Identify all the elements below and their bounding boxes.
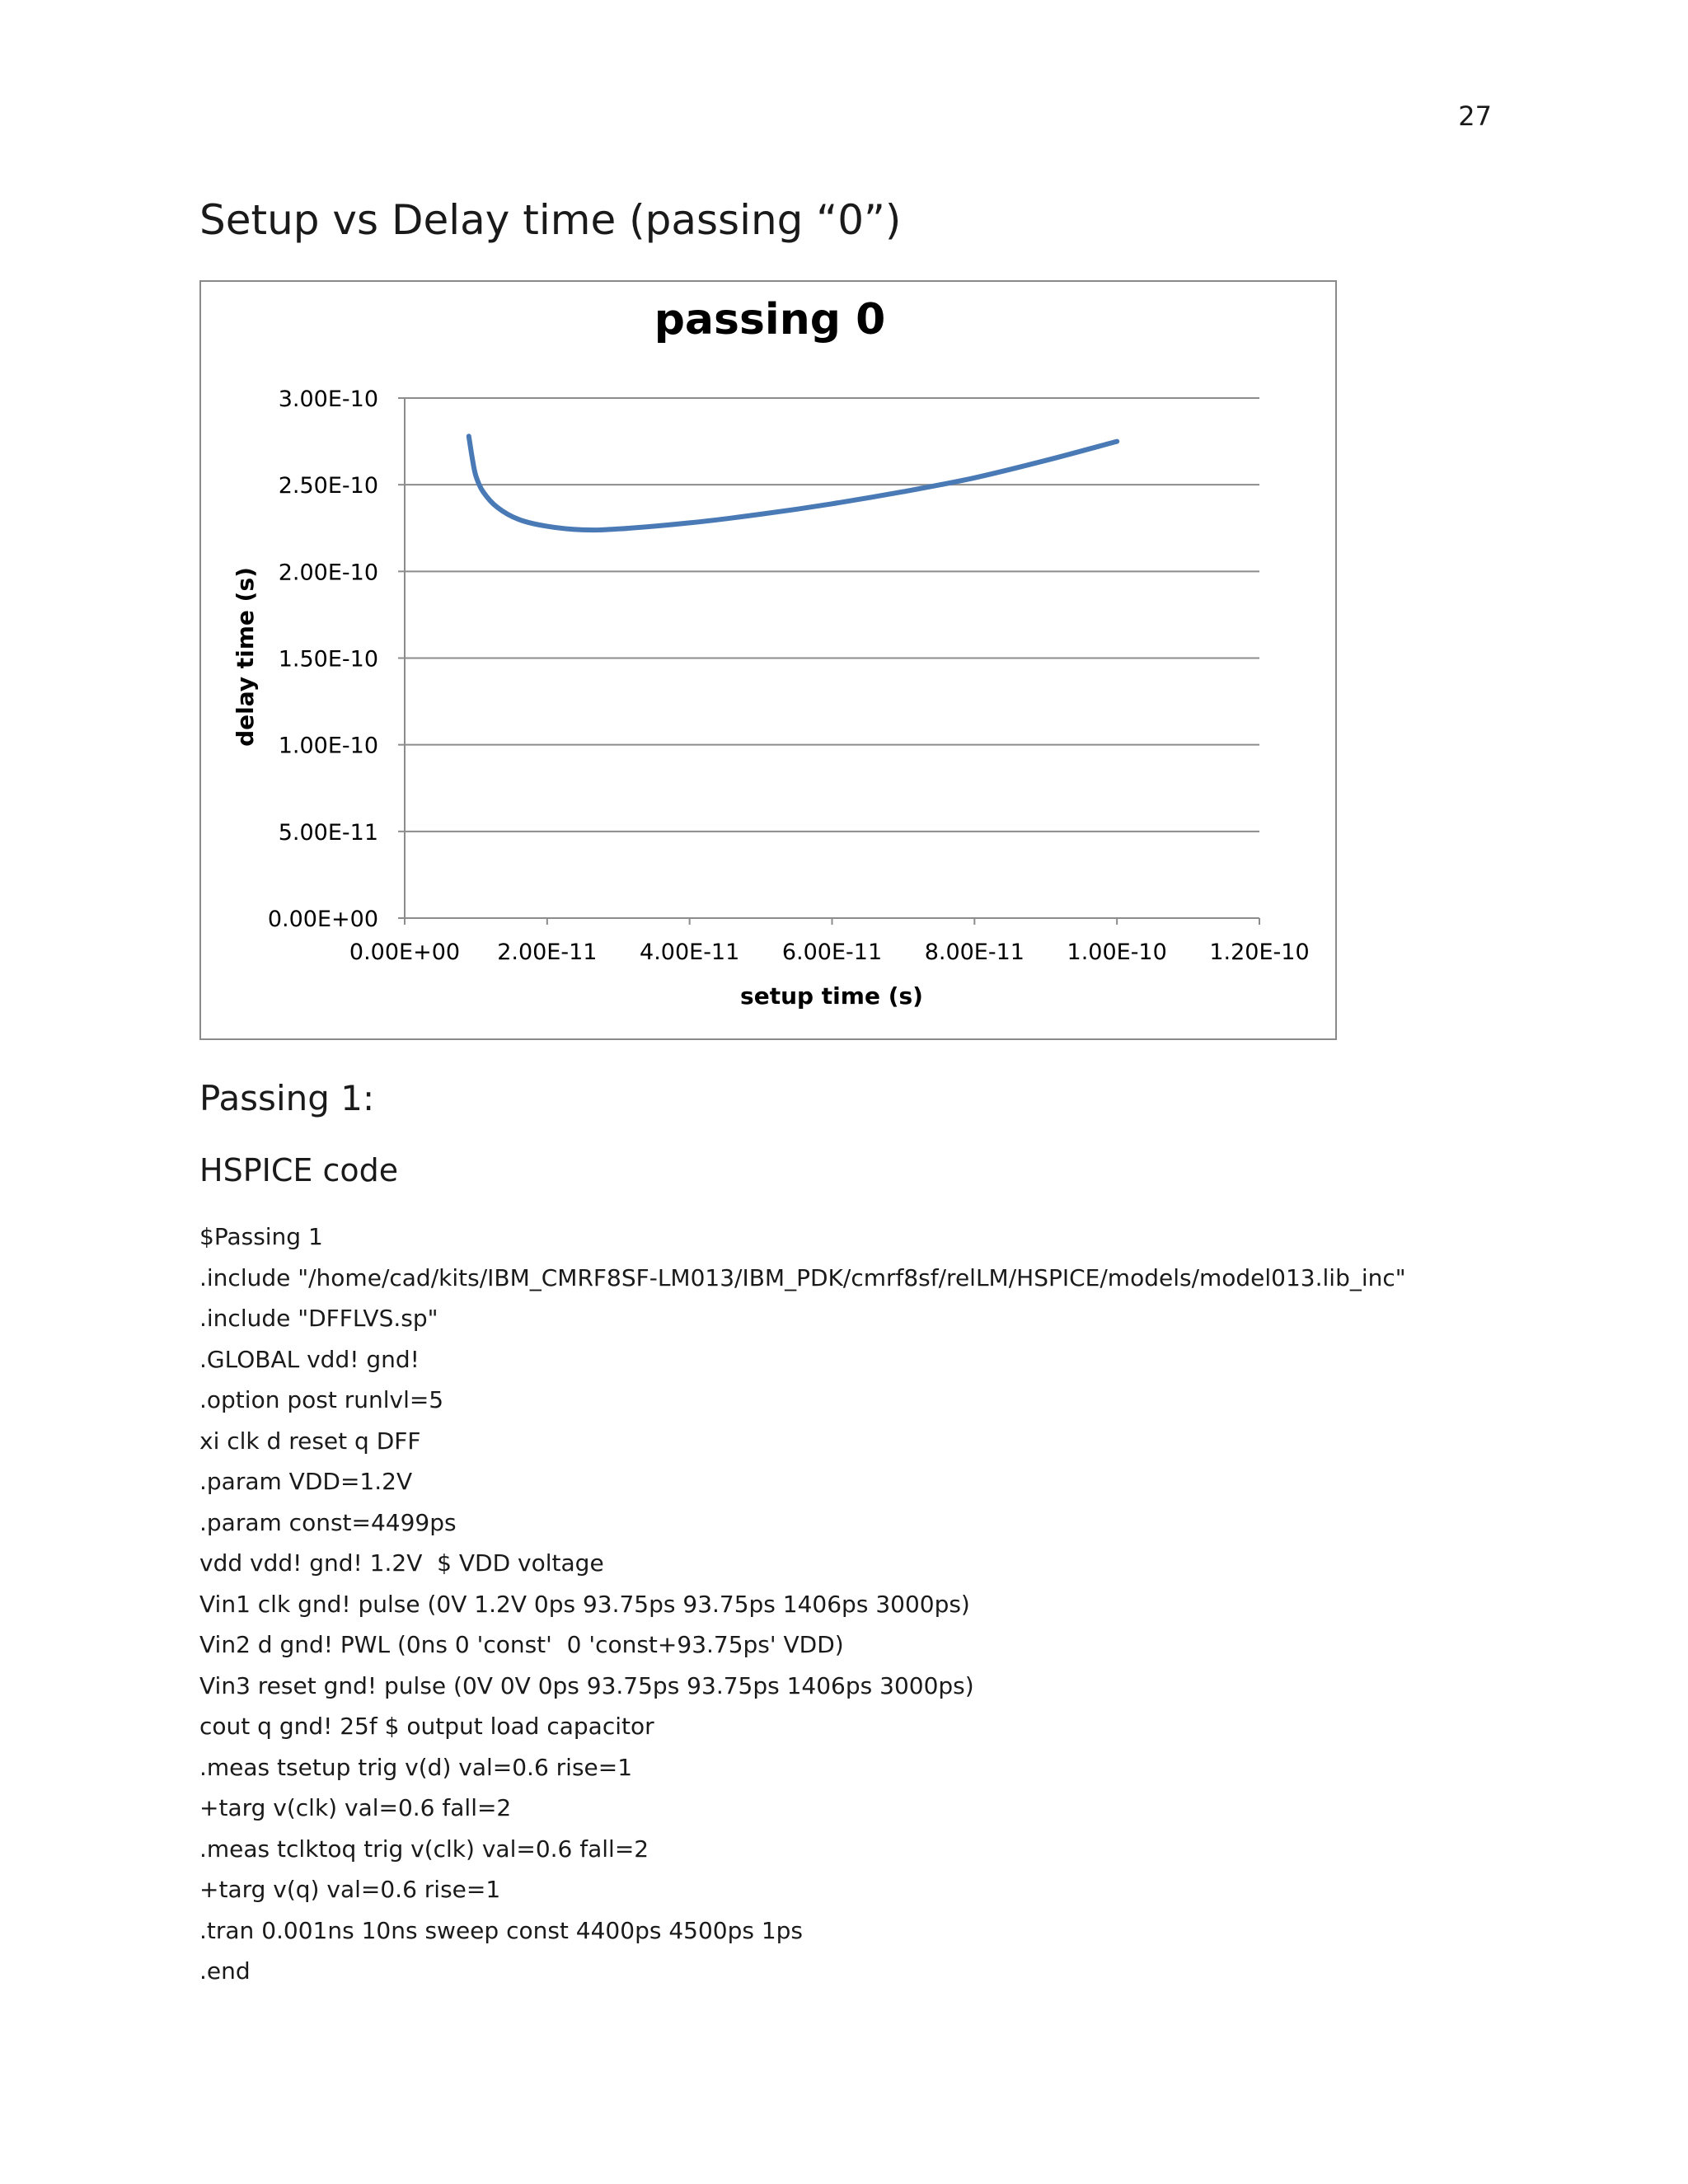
y-tick-label: 1.50E-10 [278,646,378,673]
y-tick-label: 5.00E-11 [278,819,378,846]
code-line: .meas tsetup trig v(d) val=0.6 rise=1 [199,1753,633,1781]
code-line: .tran 0.001ns 10ns sweep const 4400ps 4500ps 1ps [199,1916,804,1944]
code-line: Vin1 clk gnd! pulse (0V 1.2V 0ps 93.75ps 93.75ps 1406ps 3000ps) [199,1590,970,1618]
x-tick-label: 6.00E-11 [781,940,883,965]
code-line: .GLOBAL vdd! gnd! [199,1345,420,1373]
x-tick-label: 4.00E-11 [640,940,740,965]
series-layer [469,436,1117,530]
x-tick-label: 1.20E-10 [1209,940,1310,965]
code-line: .option post runlvl=5 [199,1386,444,1413]
chart-container [199,280,1337,1040]
code-heading: HSPICE code [199,1152,399,1188]
y-tick-label: 1.00E-10 [278,733,378,759]
y-axis-title: delay time (s) [232,567,259,747]
tick-labels [268,387,1310,965]
code-line: xi clk d reset q DFF [199,1427,421,1455]
x-tick-label: 2.00E-11 [497,940,598,965]
code-line: .include "DFFLVS.sp" [199,1305,438,1332]
x-axis-title: setup time (s) [740,982,923,1010]
axes [398,398,1259,925]
code-line: .param VDD=1.2V [199,1468,413,1495]
line-chart [201,282,1335,1038]
x-tick-label: 8.00E-11 [924,940,1025,965]
gridlines [405,398,1259,832]
y-tick-label: 3.00E-10 [278,387,378,412]
code-line: .end [199,1957,251,1985]
y-tick-label: 0.00E+00 [267,907,378,932]
section-title: Setup vs Delay time (passing “0”) [199,196,902,244]
x-tick-label: 1.00E-10 [1067,940,1167,965]
page-number: 27 [1458,101,1492,132]
y-tick-label: 2.50E-10 [278,473,378,499]
chart-title: passing 0 [654,295,886,344]
code-line: .meas tclktoq trig v(clk) val=0.6 fall=2 [199,1835,649,1863]
code-line: $Passing 1 [199,1223,323,1250]
code-line: .include "/home/cad/kits/IBM_CMRF8SF-LM013/IBM_PDK/cmrf8sf/relLM/HSPICE/models/model013.lib_inc" [199,1263,1406,1291]
passing-heading: Passing 1: [199,1078,375,1118]
code-line: +targ v(clk) val=0.6 fall=2 [199,1794,512,1821]
code-line: +targ v(q) val=0.6 rise=1 [199,1876,501,1903]
code-line: Vin2 d gnd! PWL (0ns 0 'const' 0 'const+93.75ps' VDD) [199,1631,844,1658]
code-line: vdd vdd! gnd! 1.2V $ VDD voltage [199,1549,604,1577]
series-line [469,436,1117,530]
y-tick-label: 2.00E-10 [278,560,378,586]
code-line: Vin3 reset gnd! pulse (0V 0V 0ps 93.75ps 93.75ps 1406ps 3000ps) [199,1671,974,1699]
code-listing [199,1221,1406,1997]
code-line: .param const=4499ps [199,1508,457,1536]
code-line: cout q gnd! 25f $ output load capacitor [199,1713,654,1740]
x-tick-label: 0.00E+00 [349,940,461,965]
